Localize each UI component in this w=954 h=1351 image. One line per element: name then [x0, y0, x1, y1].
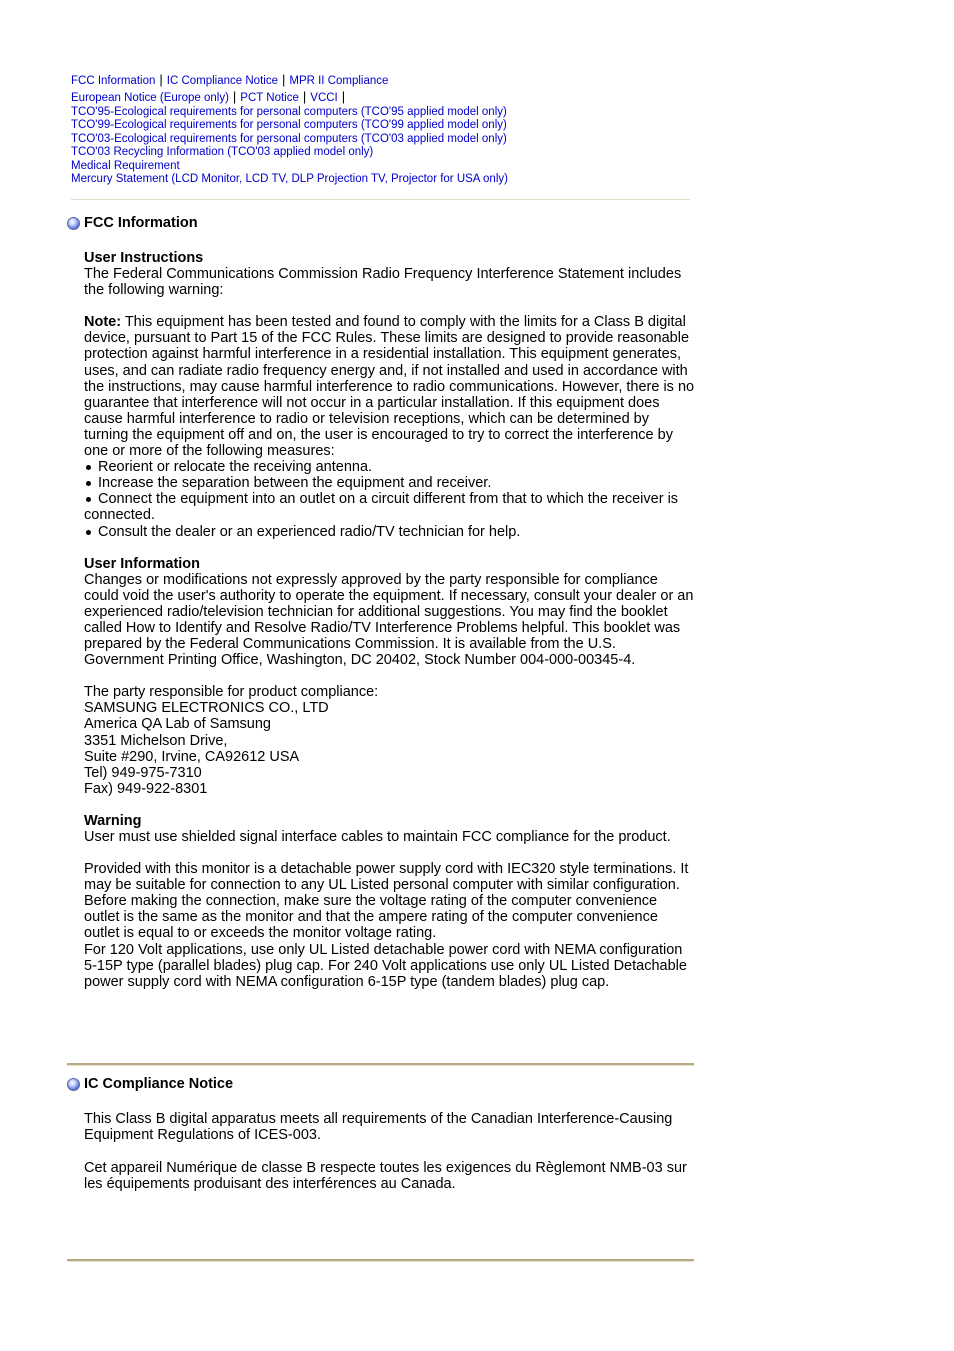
section-divider	[67, 1259, 694, 1262]
list-item: Reorient or relocate the receiving antenna.	[84, 459, 696, 475]
list-item: Increase the separation between the equipment and receiver.	[84, 475, 696, 491]
power-cord-text: Provided with this monitor is a detachable power supply cord with IEC320 style terminations. It may be suitable for connection to any UL Listed personal computer with similar configuration. Before making the connection, make sure the voltage rating of the computer convenience outlet is the same as the monitor and that the ampere rating of the computer convenience outlet is equal to or exceeds the monitor voltage rating.	[84, 861, 689, 942]
nav-link-tco03-recycling[interactable]: TCO'03 Recycling Information (TCO'03 applied model only)	[71, 146, 374, 159]
note-label: Note:	[84, 314, 122, 331]
nav-link-tco99[interactable]: TCO'99-Ecological requirements for personal computers (TCO'99 applied model only)	[71, 119, 507, 132]
bullet-orb-icon	[67, 217, 80, 230]
fcc-section-title	[67, 215, 198, 231]
nav-separator: |	[159, 72, 163, 87]
warning-heading: Warning	[84, 812, 142, 829]
nav-link-mpr-ii[interactable]: MPR II Compliance	[289, 75, 389, 87]
user-information-heading: User Information	[84, 555, 201, 572]
ic-title-text: IC Compliance Notice	[84, 1076, 234, 1092]
user-instructions-heading: User Instructions	[84, 250, 204, 266]
nav-link-european-notice[interactable]: European Notice (Europe only)	[71, 92, 229, 104]
nav-link-medical-requirement[interactable]: Medical Requirement	[71, 159, 180, 172]
party-line: Suite #290, Irvine, CA92612 USA	[84, 748, 300, 765]
nav-link-tco03[interactable]: TCO'03-Ecological requirements for personal computers (TCO'03 applied model only)	[71, 132, 507, 145]
nav-separator: |	[281, 72, 286, 87]
divider	[71, 199, 690, 200]
note-text: This equipment has been tested and found to comply with the limits for a Class B digital device, pursuant to Part 15 of the FCC Rules. These limits are designed to provide reasonable protection against harmful interference in a residential installation. This equipment generates, uses, and can radiate radio frequency energy and, if not installed and used in accordance with the instructions, may cause harmful interference to radio communications. However, there is no guarantee that interference will not occur in a particular installation. If this equipment does cause harmful interference to radio or television receptions, which can be determined by turning the equipment off and on, the user is encouraged to try to correct the interference by one or more of the following measures:	[84, 314, 695, 460]
party-line: SAMSUNG ELECTRONICS CO., LTD	[84, 700, 329, 717]
fcc-content	[84, 250, 696, 990]
party-line: America QA Lab of Samsung	[84, 716, 271, 733]
nav-link-ic-compliance[interactable]: IC Compliance Notice	[166, 75, 278, 87]
nav-link-vcci[interactable]: VCCI	[310, 92, 338, 104]
bullet-orb-icon	[67, 1078, 80, 1091]
nav-link-fcc-information[interactable]: FCC Information	[71, 75, 156, 87]
user-information-text: Changes or modifications not expressly approved by the party responsible for compliance could void the user's authority to operate the equipment. If necessary, consult your dealer or an experienced radio/television technician for additional suggestions. You may find the booklet called How to Identify and Resolve Radio/TV Interference Problems helpful. This booklet was prepared by the Federal Communications Commission. It is available from the U.S. Government Printing Office, Washington, DC 20402, Stock Number 004-000-00345-4.	[84, 571, 694, 669]
list-item: Connect the equipment into an outlet on a circuit different from that to which the receiver is connected.	[84, 491, 696, 523]
section-divider	[67, 1063, 694, 1066]
party-line: The party responsible for product compliance:	[84, 684, 379, 701]
nav-link-tco95[interactable]: TCO'95-Ecological requirements for personal computers (TCO'95 applied model only)	[71, 106, 507, 118]
ic-section-title	[67, 1076, 233, 1092]
nav-separator: |	[341, 89, 346, 104]
nav-separator: |	[302, 89, 307, 104]
power-cord-text-2: For 120 Volt applications, use only UL Listed detachable power cord with NEMA configuration 5-15P type (parallel blades) plug cap. For 240 Volt applications use only UL Listed Detachable power supply cord with NEMA configuration 6-15P type (tandem blades) plug cap.	[84, 941, 687, 990]
warning-text: User must use shielded signal interface cables to maintain FCC compliance for the product.	[84, 829, 671, 845]
ic-content	[84, 1111, 696, 1192]
note-paragraph	[84, 314, 696, 459]
party-line: Tel) 949-975-7310	[84, 764, 202, 781]
nav-line-1	[71, 72, 691, 89]
ic-text-french: Cet appareil Numérique de classe B respecte toutes les exigences du Règlemont NMB-03 sur les équipements produisant des interférences au Canada.	[84, 1160, 687, 1193]
party-line: 3351 Michelson Drive,	[84, 732, 228, 749]
ic-text-english: This Class B digital apparatus meets all requirements of the Canadian Interference-Causing Equipment Regulations of ICES-003.	[84, 1111, 673, 1144]
party-line: Fax) 949-922-8301	[84, 780, 208, 797]
nav-link-mercury-statement[interactable]: Mercury Statement (LCD Monitor, LCD TV, DLP Projection TV, Projector for USA only)	[71, 173, 508, 186]
measures-list	[84, 459, 696, 539]
list-item: Consult the dealer or an experienced radio/TV technician for help.	[84, 524, 696, 540]
user-instructions-text: The Federal Communications Commission Radio Frequency Interference Statement includes the following warning:	[84, 266, 682, 299]
nav-line-2	[71, 89, 691, 106]
nav-link-pct-notice[interactable]: PCT Notice	[240, 92, 299, 104]
fcc-title-text: FCC Information	[84, 215, 198, 231]
nav-separator: |	[232, 89, 237, 104]
section-navigation	[71, 72, 691, 186]
